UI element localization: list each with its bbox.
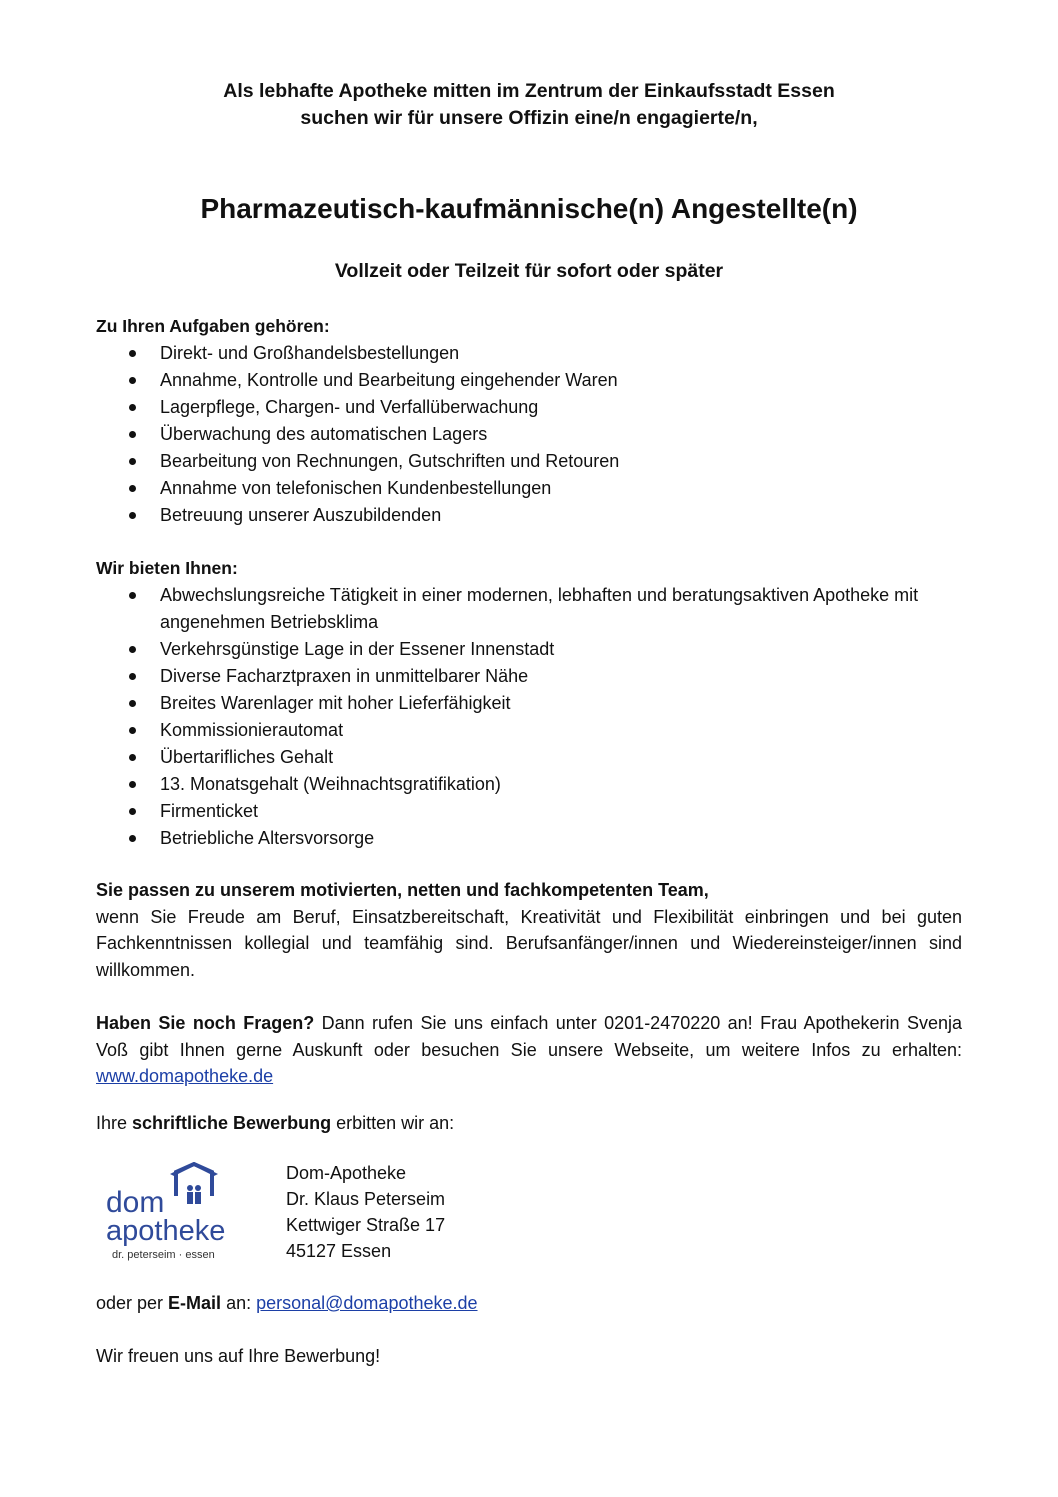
list-item: Bearbeitung von Rechnungen, Gutschriften und Retouren [96,448,966,475]
bullet-icon [129,377,136,384]
bullet-icon [129,727,136,734]
list-item: Abwechslungsreiche Tätigkeit in einer modernen, lebhaften und beratungsaktiven Apotheke mit angenehmen Betriebsklima [96,582,936,636]
list-item: 13. Monatsgehalt (Weihnachtsgratifikation) [96,771,936,798]
team-paragraph [96,877,962,983]
offers-heading: Wir bieten Ihnen: [96,558,238,578]
list-item: Betreuung unserer Auszubildenden [96,502,966,529]
address-name: Dom-Apotheke [286,1163,407,1183]
questions-paragraph [96,1010,962,1090]
list-item: Betriebliche Altersvorsorge [96,825,936,852]
application-line: Ihre schriftliche Bewerbung erbitten wir an: [96,1113,455,1133]
bullet-icon [129,485,136,492]
list-item: Kommissionierautomat [96,717,936,744]
intro-line-1: Als lebhafte Apotheke mitten im Zentrum der Einkaufsstadt Essen [223,80,835,102]
questions-lead: Haben Sie noch Fragen? [96,1013,315,1033]
list-item: Breites Warenlager mit hoher Lieferfähigkeit [96,690,936,717]
logo-word-dom: dom [106,1186,165,1219]
list-item: Überwachung des automatischen Lagers [96,421,966,448]
logo-word-apotheke: apotheke [106,1215,226,1247]
team-lead: Sie passen zu unserem motivierten, netten und fachkompetenten Team, [96,880,709,900]
list-item: Übertarifliches Gehalt [96,744,936,771]
list-item: Firmenticket [96,798,936,825]
bullet-icon [129,592,136,599]
intro-line-2: suchen wir für unsere Offizin eine/n engagierte/n, [300,107,758,129]
email-line: oder per E-Mail an: personal@domapotheke.de [96,1293,478,1313]
address-person: Dr. Klaus Peterseim [286,1189,446,1209]
questions-text: Dann rufen Sie uns einfach unter 0201-2470220 an! Frau Apothekerin Svenja Voß gibt Ihnen gerne Auskunft oder besuchen Sie unsere Webseite, um weitere Infos zu erhalten: [96,1013,962,1060]
bullet-icon [129,781,136,788]
logo-tagline: dr. peterseim · essen [112,1249,215,1261]
logo-graphic [104,1162,234,1262]
postal-address [286,1160,445,1264]
tasks-list [96,340,966,529]
offers-list [96,582,936,852]
list-item: Diverse Facharztpraxen in unmittelbarer Nähe [96,663,936,690]
address-city: 45127 Essen [286,1241,392,1261]
address-street: Kettwiger Straße 17 [286,1215,446,1235]
job-subtitle: Vollzeit oder Teilzeit für sofort oder später [334,260,724,282]
bullet-icon [129,754,136,761]
email-link[interactable]: personal@domapotheke.de [256,1293,478,1313]
closing-line: Wir freuen uns auf Ihre Bewerbung! [96,1346,381,1366]
tasks-heading: Zu Ihren Aufgaben gehören: [96,316,330,336]
bullet-icon [129,808,136,815]
team-text: wenn Sie Freude am Beruf, Einsatzbereitschaft, Kreativität und Flexibilität einbringen und bei guten Fachkenntnissen kollegial und teamfähig sind. Berufsanfänger/innen und Wiedereinsteiger/innen sind willkommen. [96,906,962,980]
bullet-icon [129,512,136,519]
intro-heading [0,78,1058,132]
bullet-icon [129,404,136,411]
bullet-icon [129,673,136,680]
bullet-icon [129,835,136,842]
website-link[interactable]: www.domapotheke.de [96,1066,274,1086]
list-item: Lagerpflege, Chargen- und Verfallüberwachung [96,394,966,421]
dom-apotheke-logo [104,1162,234,1262]
list-item: Verkehrsgünstige Lage in der Essener Innenstadt [96,636,936,663]
bullet-icon [129,458,136,465]
job-title: Pharmazeutisch-kaufmännische(n) Angestellte(n) [200,193,858,224]
list-item: Direkt- und Großhandelsbestellungen [96,340,966,367]
bullet-icon [129,646,136,653]
list-item: Annahme, Kontrolle und Bearbeitung eingehender Waren [96,367,966,394]
bullet-icon [129,431,136,438]
bullet-icon [129,700,136,707]
list-item: Annahme von telefonischen Kundenbestellungen [96,475,966,502]
bullet-icon [129,350,136,357]
